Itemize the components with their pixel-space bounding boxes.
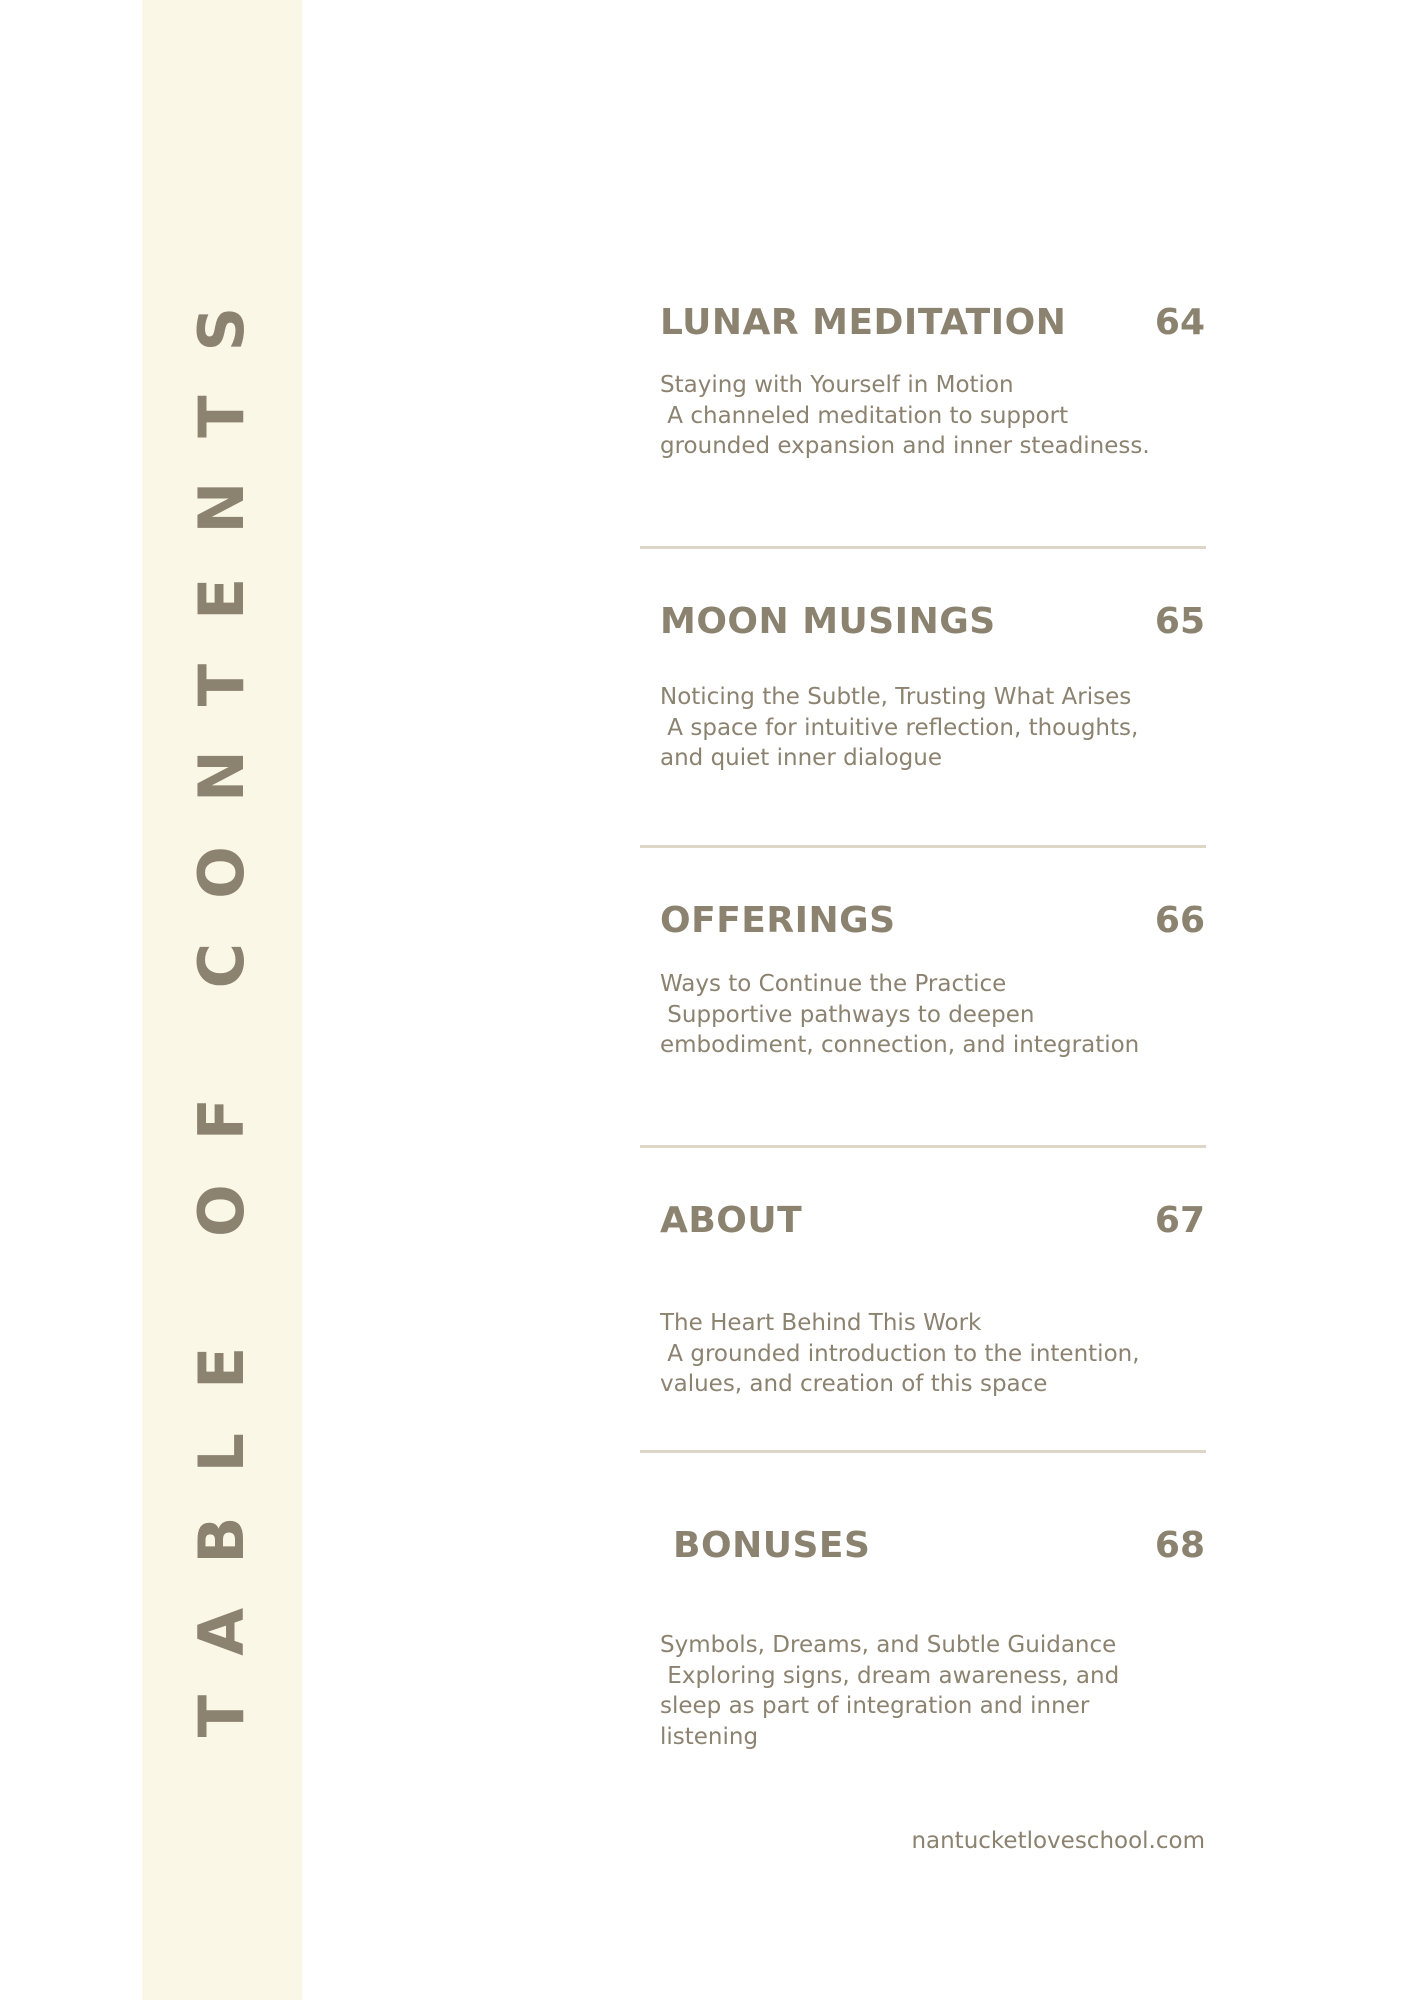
toc-entry-lunar-meditation[interactable] (660, 302, 1205, 462)
description-line: Staying with Yourself in Motion (660, 372, 1014, 398)
toc-entry-page-number: 68 (1154, 1525, 1205, 1566)
description-line: values, and creation of this space (660, 1371, 1048, 1397)
toc-entry-bonuses[interactable] (660, 1525, 1205, 1752)
toc-entry-description (660, 1630, 1205, 1752)
description-line: Exploring signs, dream awareness, and (660, 1662, 1120, 1689)
description-line: A space for intuitive reflection, thoughts, (660, 714, 1139, 741)
toc-entry-header (660, 601, 1205, 649)
description-line: and quiet inner dialogue (660, 745, 942, 771)
toc-entry-header (660, 900, 1205, 948)
description-line: The Heart Behind This Work (660, 1310, 982, 1336)
description-line: Supportive pathways to deepen (660, 1001, 1035, 1028)
toc-entry-page-number: 66 (1154, 900, 1205, 941)
toc-entry-moon-musings[interactable] (660, 601, 1205, 774)
divider (640, 845, 1206, 848)
description-line: grounded expansion and inner steadiness. (660, 433, 1150, 459)
description-line: listening (660, 1723, 759, 1750)
toc-entry-description (660, 1308, 1205, 1400)
description-line: A channeled meditation to support (660, 402, 1069, 429)
toc-entry-header (660, 1525, 1205, 1573)
toc-entry-title: OFFERINGS (660, 900, 896, 941)
toc-entry-description (660, 370, 1205, 462)
footer-website-link[interactable]: nantucketloveschool.com (911, 1828, 1205, 1854)
toc-entry-title: LUNAR MEDITATION (660, 302, 1067, 343)
toc-entry-header (660, 1200, 1205, 1248)
description-line: sleep as part of integration and inner (660, 1693, 1090, 1719)
divider (640, 546, 1206, 549)
description-line: embodiment, connection, and integration (660, 1032, 1140, 1058)
toc-entry-title: ABOUT (660, 1200, 803, 1241)
toc-entry-page-number: 64 (1154, 302, 1205, 343)
table-of-contents-heading: TABLE OF CONTENTS (185, 262, 258, 1738)
toc-entry-page-number: 67 (1154, 1200, 1205, 1241)
divider (640, 1450, 1206, 1453)
description-line: Ways to Continue the Practice (660, 971, 1007, 997)
description-line: A grounded introduction to the intention, (660, 1340, 1140, 1367)
toc-entry-header (660, 302, 1205, 350)
toc-entry-description (660, 969, 1205, 1061)
divider (640, 1145, 1206, 1148)
toc-entry-title: BONUSES (660, 1525, 871, 1566)
toc-entry-description (660, 682, 1205, 774)
toc-entry-about[interactable] (660, 1200, 1205, 1400)
description-line: Symbols, Dreams, and Subtle Guidance (660, 1632, 1117, 1658)
description-line: Noticing the Subtle, Trusting What Arises (660, 684, 1132, 710)
toc-entry-page-number: 65 (1154, 601, 1205, 642)
toc-entry-offerings[interactable] (660, 900, 1205, 1061)
toc-entry-title: MOON MUSINGS (660, 601, 996, 642)
